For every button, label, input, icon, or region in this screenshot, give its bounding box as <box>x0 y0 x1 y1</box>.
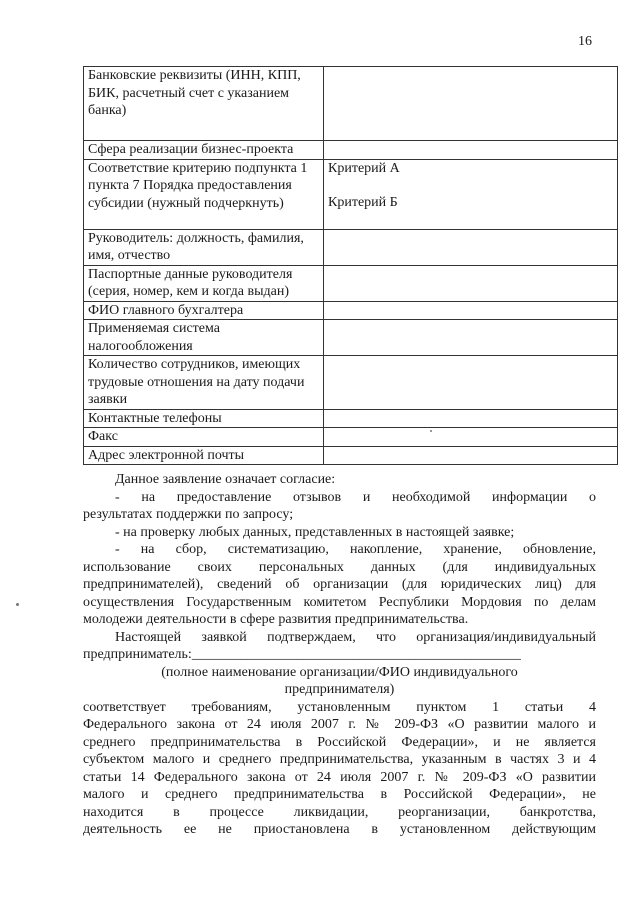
field-value <box>324 428 618 447</box>
final-line-8: деятельность ее не приостановлена в установленном действующим <box>83 822 596 837</box>
hint-line-2: предпринимателя) <box>284 682 395 697</box>
field-label: Адрес электронной почты <box>84 446 324 465</box>
table-row <box>84 265 618 301</box>
consent-item-3-line-3: предпринимателей), сведений об организации (для юридических лиц) для <box>83 577 596 592</box>
consent-item-3-line-1: - на сбор, систематизацию, накопление, хранение, обновление, <box>115 542 596 557</box>
table-row <box>84 320 618 356</box>
field-label: Паспортные данные руководителя (серия, номер, кем и когда выдан) <box>84 265 324 301</box>
application-form-table <box>83 66 618 465</box>
final-line-1: соответствует требованиям, установленным пунктом 1 статьи 4 <box>83 699 596 715</box>
field-value <box>324 301 618 320</box>
consent-intro: Данное заявление означает согласие: <box>115 472 336 487</box>
field-value <box>324 446 618 465</box>
field-label: Факс <box>84 428 324 447</box>
field-value <box>324 229 618 265</box>
consent-item-3-line-2: использование своих персональных данных (для индивидуальных <box>83 559 596 575</box>
consent-item-2: - на проверку любых данных, представленных в настоящей заявке; <box>115 524 515 540</box>
final-line-3: среднего предпринимательства в Российской Федерации», и не является <box>83 734 596 750</box>
field-label: Банковские реквизиты (ИНН, КПП, БИК, расчетный счет с указанием банка) <box>84 67 324 141</box>
field-label: Применяемая система налогообложения <box>84 320 324 356</box>
hint-line-1: (полное наименование организации/ФИО индивидуального <box>161 664 518 680</box>
field-label: ФИО главного бухгалтера <box>84 301 324 320</box>
table-row <box>84 301 618 320</box>
consent-section <box>83 471 596 839</box>
field-value <box>324 67 618 141</box>
field-value <box>324 409 618 428</box>
table-row <box>84 159 618 229</box>
table-row <box>84 428 618 447</box>
field-label: Соответствие критерию подпункта 1 пункта 7 Порядка предоставления субсидии (нужный подчеркнуть) <box>84 159 324 229</box>
consent-item-3-line-4: осуществления Государственным комитетом Республики Мордовия по делам <box>83 594 596 610</box>
confirm-line-1: Настоящей заявкой подтверждаем, что организация/индивидуальный <box>115 629 596 645</box>
field-value <box>324 141 618 160</box>
table-row <box>84 229 618 265</box>
table-row <box>84 356 618 410</box>
scan-speck <box>430 430 432 432</box>
criterion-a: Критерий А <box>328 160 400 176</box>
field-label: Контактные телефоны <box>84 409 324 428</box>
scan-speck <box>16 603 19 606</box>
final-line-2: Федерального закона от 24 июля 2007 г. № 209-ФЗ «О развитии малого и <box>83 717 596 732</box>
final-line-6: малого и среднего предпринимательства в Российской Федерации», не <box>83 787 596 802</box>
final-line-7: находится в процессе ликвидации, реорганизации, банкротства, <box>83 804 596 820</box>
final-line-4: субъектом малого и среднего предпринимательства, указанным в частях 3 и 4 <box>83 752 596 767</box>
page-number: 16 <box>578 34 592 49</box>
criteria-cell <box>324 159 618 229</box>
table-row <box>84 141 618 160</box>
field-label: Количество сотрудников, имеющих трудовые отношения на дату подачи заявки <box>84 356 324 410</box>
consent-item-1-line-2: результатах поддержки по запросу; <box>83 507 294 522</box>
final-line-5: статьи 14 Федерального закона от 24 июля 2007 г. № 209-ФЗ «О развитии <box>83 769 596 785</box>
table-row <box>84 67 618 141</box>
field-label: Руководитель: должность, фамилия, имя, отчество <box>84 229 324 265</box>
criterion-b: Критерий Б <box>328 195 398 210</box>
field-value <box>324 320 618 356</box>
field-label: Сфера реализации бизнес-проекта <box>84 141 324 160</box>
confirm-line-2: предприниматель:_______________________________________________ <box>83 647 521 662</box>
consent-item-3-line-5: молодежи деятельности в сфере развития предпринимательства. <box>83 612 469 627</box>
table-row <box>84 446 618 465</box>
consent-item-1-line-1: - на предоставление отзывов и необходимой информации о <box>115 489 596 505</box>
table-row <box>84 409 618 428</box>
field-value <box>324 356 618 410</box>
field-value <box>324 265 618 301</box>
